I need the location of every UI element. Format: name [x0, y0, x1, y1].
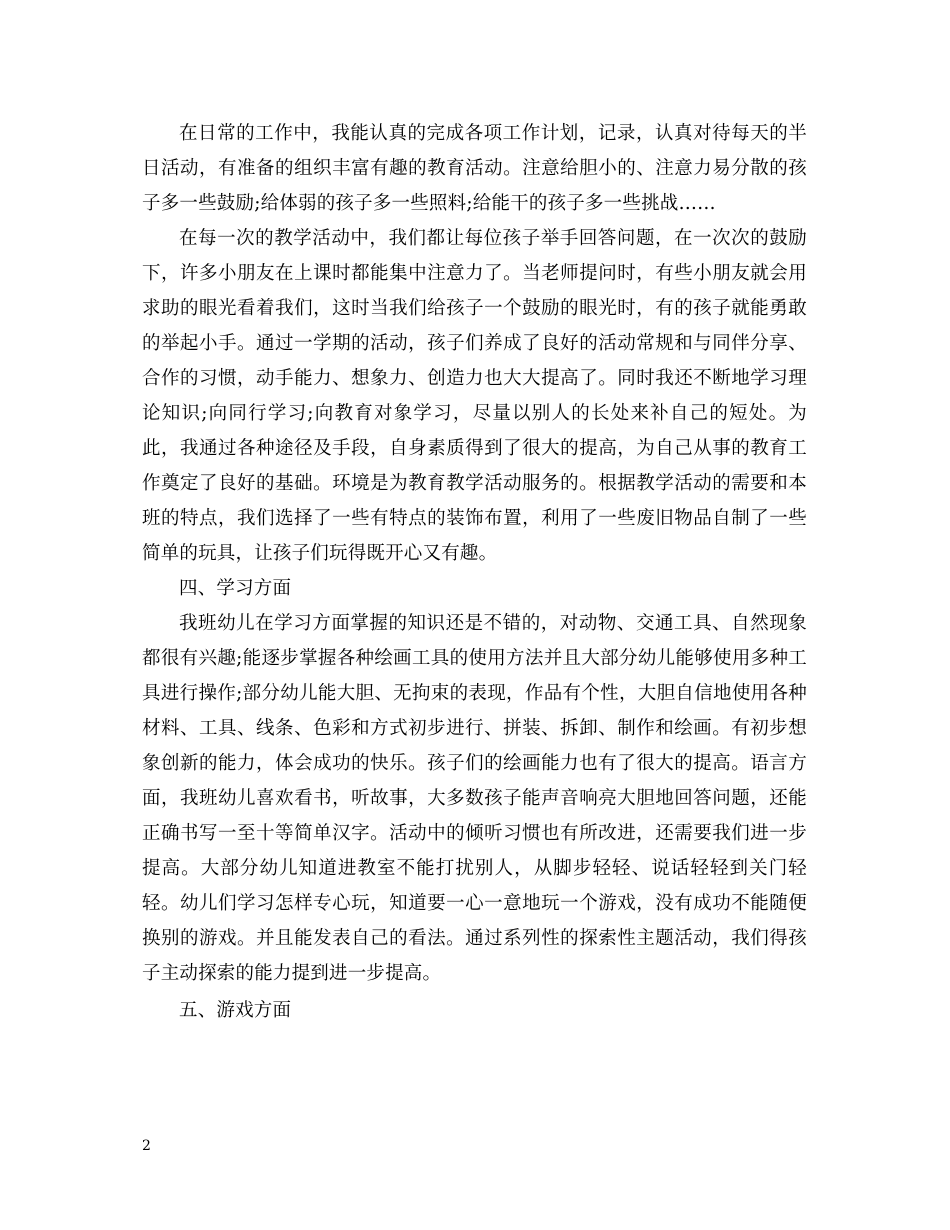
section-heading-games: 五、游戏方面 [179, 1000, 292, 1021]
paragraph-learning: 我班幼儿在学习方面掌握的知识还是不错的，对动物、交通工具、自然现象都很有兴趣;能逐步掌握各种绘画工具的使用方法并且大部分幼儿能够使用多种工具进行操作;部分幼儿能大胆、无拘束的表现，作品有个性，大胆自信地使用各种材料、工具、线条、色彩和方式初步进行、拼装、拆卸、制作和绘画。有初步想象创新的能力，体会成功的快乐。孩子们的绘画能力也有了很大的提高。语言方面，我班幼儿喜欢看书，听故事，大多数孩子能声音响亮大胆地回答问题，还能正确书写一至十等简单汉字。活动中的倾听习惯也有所改进，还需要我们进一步提高。大部分幼儿知道进教室不能打扰别人，从脚步轻轻、说话轻轻到关门轻轻。幼儿们学习怎样专心玩，知道要一心一意地玩一个游戏，没有成功不能随便换别的游戏。并且能发表自己的看法。通过系列性的探索性主题活动，我们得孩子主动探索的能力提到进一步提高。 [142, 613, 807, 984]
paragraph-daily-work: 在日常的工作中，我能认真的完成各项工作计划，记录，认真对待每天的半日活动，有准备的组织丰富有趣的教育活动。注意给胆小的、注意力易分散的孩子多一些鼓励;给体弱的孩子多一些照料;给能干的孩子多一些挑战…… [142, 123, 807, 214]
section-heading-learning: 四、学习方面 [179, 578, 292, 599]
document-body [142, 116, 807, 1028]
page-number: 2 [142, 1138, 151, 1154]
paragraph-teaching-activities: 在每一次的教学活动中，我们都让每位孩子举手回答问题，在一次次的鼓励下，许多小朋友在上课时都能集中注意力了。当老师提问时，有些小朋友就会用求助的眼光看着我们，这时当我们给孩子一个鼓励的眼光时，有的孩子就能勇敢的举起小手。通过一学期的活动，孩子们养成了良好的活动常规和与同伴分享、合作的习惯，动手能力、想象力、创造力也大大提高了。同时我还不断地学习理论知识;向同行学习;向教育对象学习，尽量以别人的长处来补自己的短处。为此，我通过各种途径及手段，自身素质得到了很大的提高，为自己从事的教育工作奠定了良好的基础。环境是为教育教学活动服务的。根据教学活动的需要和本班的特点，我们选择了一些有特点的装饰布置，利用了一些废旧物品自制了一些简单的玩具，让孩子们玩得既开心又有趣。 [142, 228, 807, 564]
